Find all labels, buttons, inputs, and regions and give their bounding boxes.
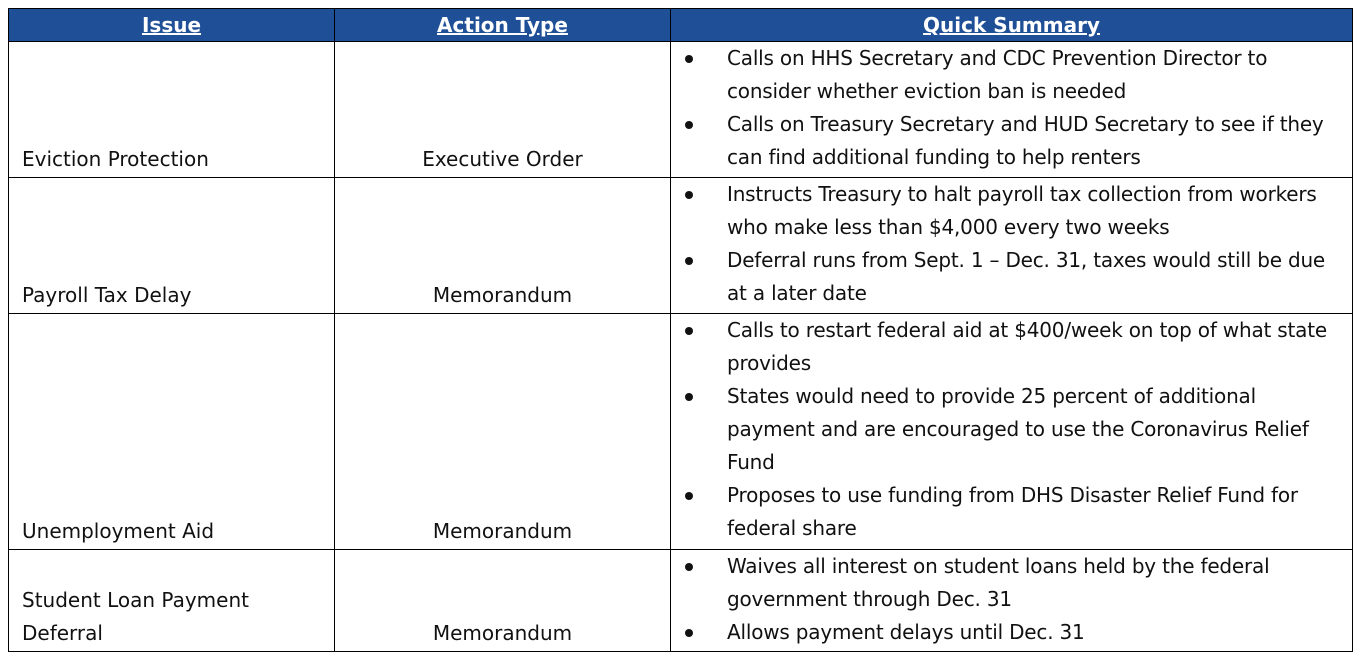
summary-item [671,42,1352,108]
action-type-cell: Executive Order [335,42,671,178]
action-type-cell: Memorandum [335,178,671,314]
bullet-dot-icon [685,629,693,637]
issue-cell: Payroll Tax Delay [9,178,335,314]
summary-text: States would need to provide 25 percent of additional payment and are encouraged to use the Coronavirus Relief Fund [727,384,1309,474]
bullet-dot-icon [685,327,693,335]
summary-text: Calls on HHS Secretary and CDC Prevention Director to consider whether eviction ban is needed [727,46,1268,103]
summary-list [671,314,1352,545]
table-row [9,42,1353,178]
header-issue: Issue [9,9,335,42]
bullet-dot-icon [685,121,693,129]
header-action-type: Action Type [335,9,671,42]
summary-text: Calls to restart federal aid at $400/week on top of what state provides [727,318,1327,375]
summary-item [671,108,1352,174]
summary-text: Proposes to use funding from DHS Disaster Relief Fund for federal share [727,483,1298,540]
bullet-dot-icon [685,393,693,401]
summary-item [671,314,1352,380]
summary-list [671,178,1352,310]
summary-cell [671,314,1353,550]
table-row [9,314,1353,550]
summary-item [671,244,1352,310]
summary-cell [671,178,1353,314]
bullet-dot-icon [685,492,693,500]
summary-item [671,380,1352,479]
summary-item [671,178,1352,244]
bullet-dot-icon [685,191,693,199]
issue-cell: Student Loan Payment Deferral [9,550,335,652]
summary-list [671,42,1352,174]
summary-text: Instructs Treasury to halt payroll tax collection from workers who make less than $4,000 every two weeks [727,182,1317,239]
issue-cell: Unemployment Aid [9,314,335,550]
bullet-dot-icon [685,55,693,63]
summary-item [671,550,1352,616]
bullet-dot-icon [685,257,693,265]
action-type-cell: Memorandum [335,550,671,652]
table-row [9,178,1353,314]
issue-cell: Eviction Protection [9,42,335,178]
executive-actions-table [8,8,1353,652]
header-quick-summary: Quick Summary [671,9,1353,42]
summary-list [671,550,1352,649]
summary-text: Deferral runs from Sept. 1 – Dec. 31, taxes would still be due at a later date [727,248,1326,305]
action-type-cell: Memorandum [335,314,671,550]
summary-item [671,616,1352,649]
header-row [9,9,1353,42]
summary-cell [671,42,1353,178]
summary-text: Calls on Treasury Secretary and HUD Secretary to see if they can find additional funding to help renters [727,112,1324,169]
summary-item [671,479,1352,545]
summary-cell [671,550,1353,652]
summary-text: Allows payment delays until Dec. 31 [727,620,1085,644]
summary-text: Waives all interest on student loans held by the federal government through Dec. 31 [727,554,1270,611]
bullet-dot-icon [685,563,693,571]
table-row [9,550,1353,652]
